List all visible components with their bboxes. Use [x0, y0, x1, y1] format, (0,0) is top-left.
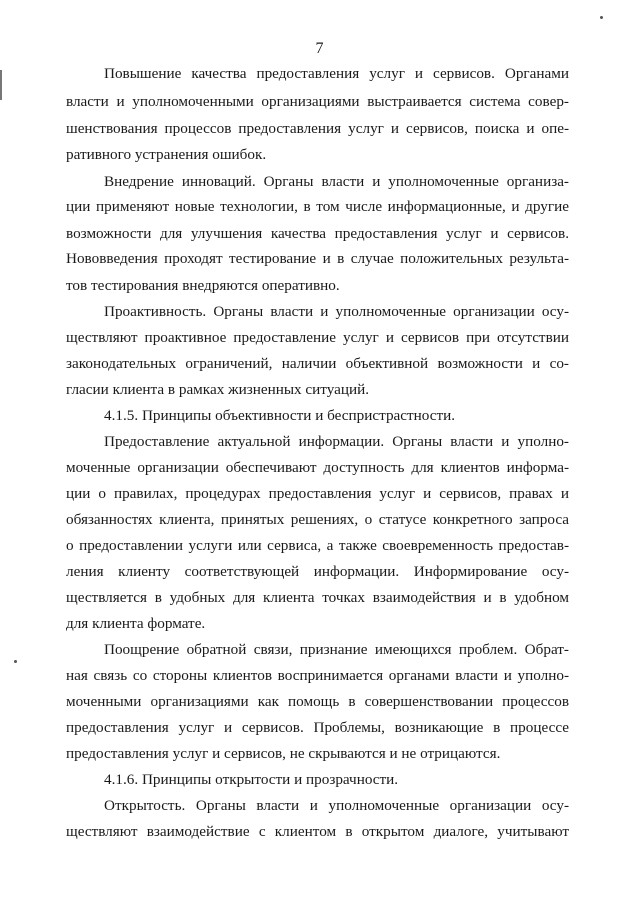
text-line: ления клиенту соответствующей информации. Информирование осу- [66, 563, 569, 580]
text-line: моченными организациями как помощь в совершенствовании процессов [66, 693, 569, 710]
scan-edge-mark [0, 70, 2, 100]
text-line: возможности для улучшения качества предоставления услуг и сервисов. [66, 225, 569, 242]
text-line: Предоставление актуальной информации. Органы власти и уполно- [104, 433, 569, 450]
text-line: Нововведения проходят тестирование и в случае положительных результа- [66, 250, 569, 267]
text-line: Внедрение инноваций. Органы власти и уполномоченные организа- [104, 173, 569, 190]
text-line: ществляют взаимодействие с клиентом в открытом диалоге, учитывают [66, 823, 569, 840]
section-heading: 4.1.6. Принципы открытости и прозрачности. [104, 771, 399, 788]
text-line: предоставления услуг и сервисов. Проблемы, возникающие в процессе [66, 719, 569, 736]
text-line: Поощрение обратной связи, признание имеющихся проблем. Обрат- [104, 641, 569, 658]
text-line: Повышение качества предоставления услуг и сервисов. Органами [104, 65, 569, 82]
text-line: гласии клиента в рамках жизненных ситуаций. [66, 381, 370, 398]
text-line: о предоставлении услуги или сервиса, а также своевременность предостав- [66, 537, 569, 554]
text-line: законодательных ограничений, наличии объективной возможности и со- [66, 355, 569, 372]
text-line: шенствования процессов предоставления услуг и сервисов, поиска и опе- [66, 120, 569, 137]
text-line: власти и уполномоченными организациями выстраивается система совер- [66, 93, 569, 110]
text-line: Открытость. Органы власти и уполномоченные организации осу- [104, 797, 569, 814]
page-number: 7 [315, 40, 324, 57]
text-line: ции о правилах, процедурах предоставления услуг и сервисов, правах и [66, 485, 569, 502]
text-line: ративного устранения ошибок. [66, 146, 267, 163]
section-heading: 4.1.5. Принципы объективности и беспристрастности. [104, 407, 456, 424]
scan-speck [600, 16, 603, 19]
text-line: ная связь со стороны клиентов воспринимается органами власти и уполно- [66, 667, 569, 684]
text-line: ции применяют новые технологии, в том числе информационные, и другие [66, 198, 569, 215]
text-line: обязанностях клиента, принятых решениях, о статусе конкретного запроса [66, 511, 569, 528]
text-line: моченные организации обеспечивают доступность для клиентов информа- [66, 459, 569, 476]
text-line: Проактивность. Органы власти и уполномоченные организации осу- [104, 303, 569, 320]
text-line: ществляют проактивное предоставление услуг и сервисов при отсутствии [66, 329, 569, 346]
text-line: для клиента формате. [66, 615, 206, 632]
text-line: тов тестирования внедряются оперативно. [66, 277, 340, 294]
text-line: предоставления услуг и сервисов, не скрываются и не отрицаются. [66, 745, 501, 762]
scan-speck [14, 660, 17, 663]
text-line: ществляется в удобных для клиента точках взаимодействия и в удобном [66, 589, 569, 606]
